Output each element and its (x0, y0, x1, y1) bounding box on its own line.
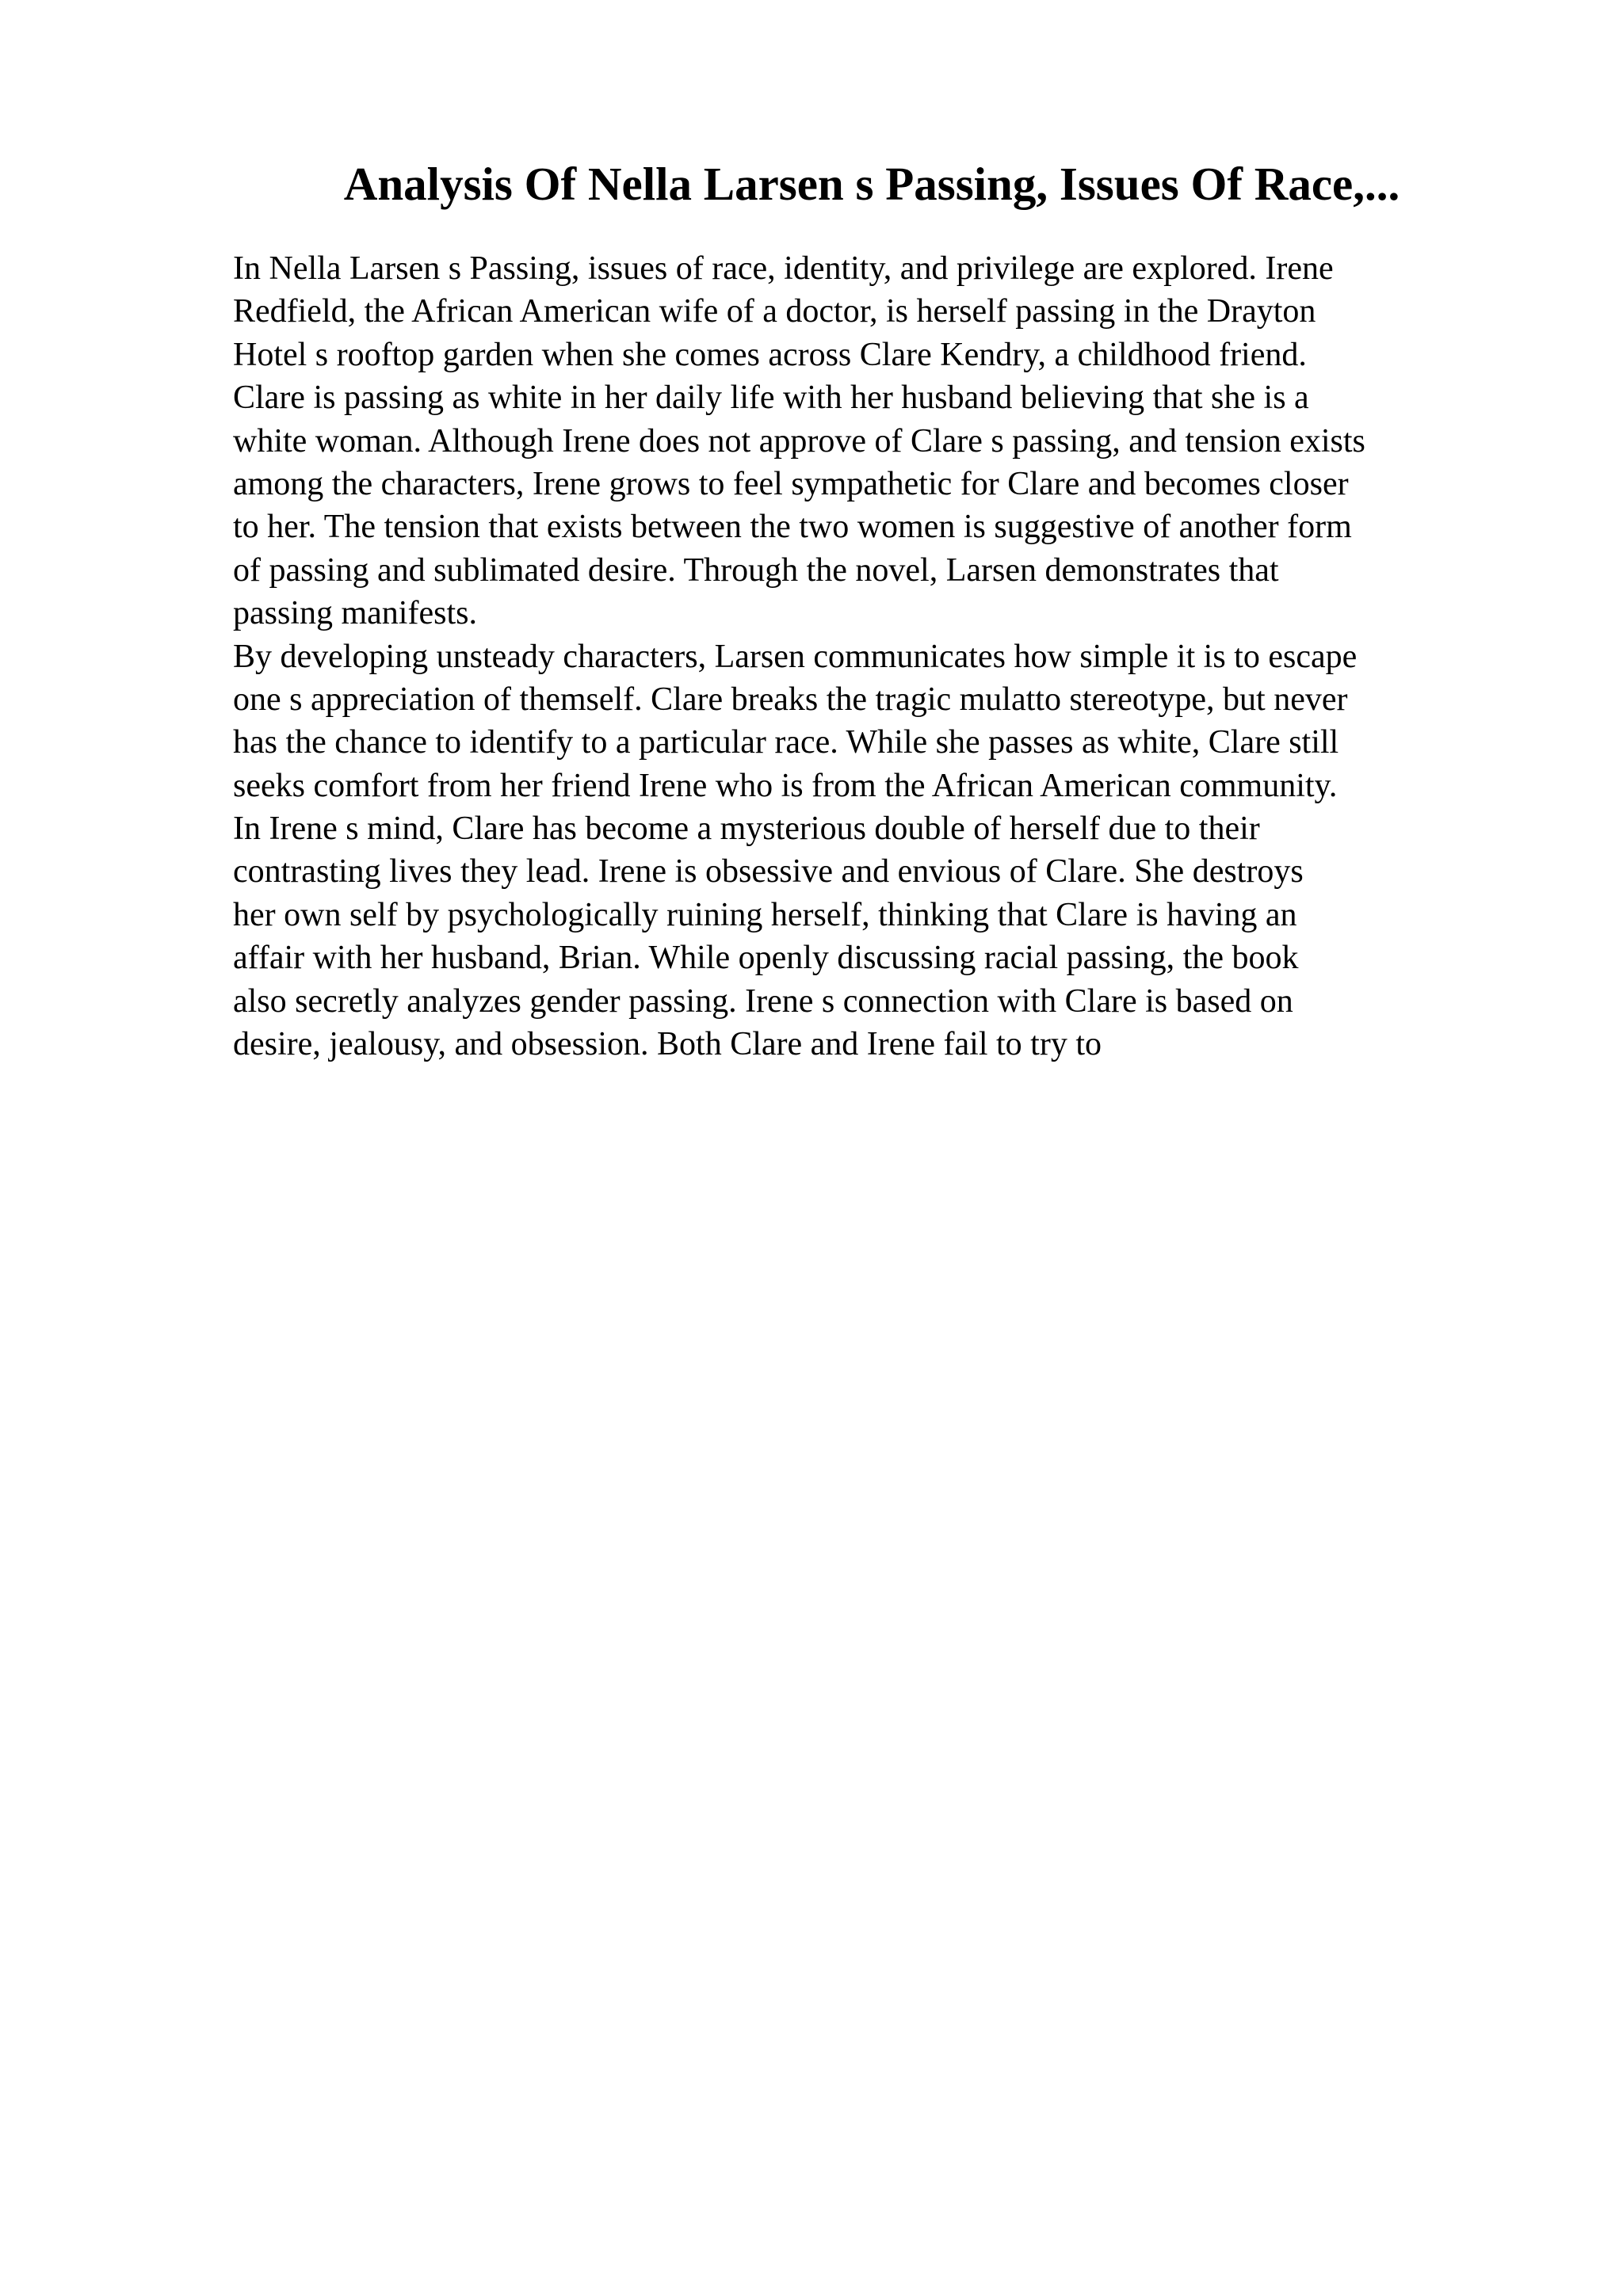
body-line: desire, jealousy, and obsession. Both Clare and Irene fail to try to (233, 1026, 1102, 1063)
body-line: passing manifests. (233, 595, 477, 632)
body-line: one s appreciation of themself. Clare breaks the tragic mulatto stereotype, but never (233, 681, 1348, 718)
body-line: also secretly analyzes gender passing. Irene s connection with Clare is based on (233, 982, 1293, 1020)
body-line: her own self by psychologically ruining herself, thinking that Clare is having an (233, 896, 1297, 933)
body-line: seeks comfort from her friend Irene who is from the African American community. (233, 767, 1338, 804)
body-line: Redfield, the African American wife of a doctor, is herself passing in the Drayton (233, 293, 1316, 330)
body-line: contrasting lives they lead. Irene is obsessive and envious of Clare. She destroys (233, 853, 1304, 891)
body-line: In Nella Larsen s Passing, issues of race, identity, and privilege are explored. Irene (233, 250, 1334, 287)
body-line: has the chance to identify to a particular race. While she passes as white, Clare still (233, 724, 1339, 761)
body-line: Clare is passing as white in her daily life with her husband believing that she is a (233, 379, 1309, 417)
body-line: white woman. Although Irene does not approve of Clare s passing, and tension exists (233, 422, 1365, 460)
body-line: of passing and sublimated desire. Through the novel, Larsen demonstrates that (233, 551, 1279, 589)
document-body (233, 247, 1580, 1066)
body-line: By developing unsteady characters, Larsen communicates how simple it is to escape (233, 638, 1358, 675)
document-title: Analysis Of Nella Larsen s Passing, Issues Of Race,... (343, 158, 1400, 210)
body-line: to her. The tension that exists between the two women is suggestive of another form (233, 509, 1352, 546)
body-line: affair with her husband, Brian. While openly discussing racial passing, the book (233, 940, 1299, 977)
body-line: Hotel s rooftop garden when she comes across Clare Kendry, a childhood friend. (233, 336, 1307, 373)
body-line: In Irene s mind, Clare has become a mysterious double of herself due to their (233, 810, 1260, 848)
body-line: among the characters, Irene grows to feel sympathetic for Clare and becomes closer (233, 465, 1349, 502)
